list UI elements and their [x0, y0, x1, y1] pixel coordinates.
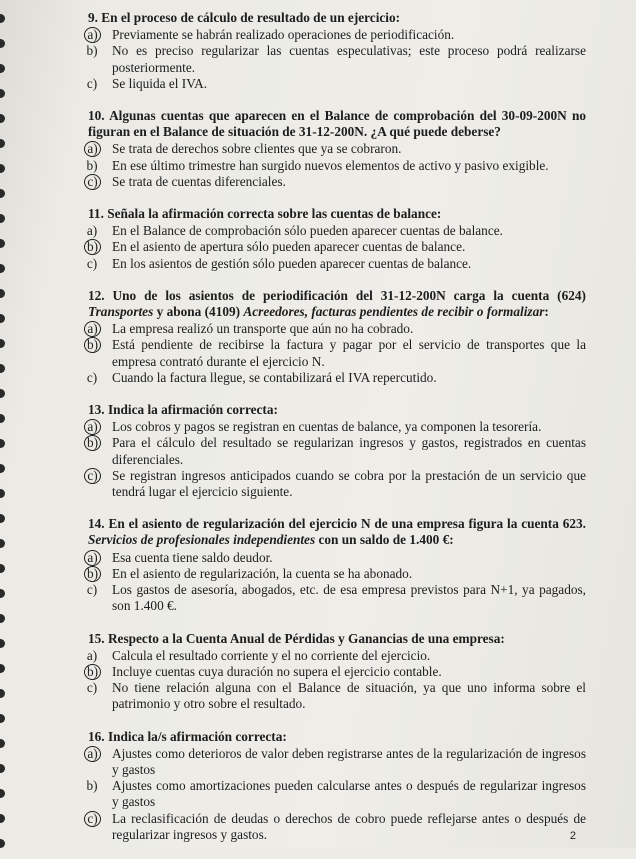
option-text: En ese último trimestre han surgido nuevos elementos de activo y pasivo exigible.	[112, 157, 549, 173]
option-text: Previamente se habrán realizado operaciones de periodificación.	[112, 27, 455, 43]
option-text: La empresa realizó un transporte que aún no ha cobrado.	[112, 321, 414, 337]
binder-hole	[0, 89, 5, 98]
question-16	[88, 729, 586, 843]
option-letter: a)	[84, 321, 101, 337]
question-title: 16. Indica la/s afirmación correcta:	[88, 728, 287, 744]
question-14	[88, 516, 586, 614]
option-text: Se liquida el IVA.	[112, 75, 208, 91]
binder-hole	[0, 814, 5, 823]
binder-hole	[0, 839, 5, 848]
option-text: En el Balance de comprobación sólo pueden aparecer cuentas de balance.	[112, 223, 503, 239]
question-title: 10. Algunas cuentas que aparecen en el Balance de comprobación del 30-09-200N no figuran en el Balance de situación de 31-12-200N. ¿A qué puede deberse?	[88, 108, 586, 140]
title-part: con un saldo de 1.400 €:	[315, 532, 454, 548]
option-c	[88, 370, 586, 386]
option-letter: c)	[86, 582, 98, 598]
option-letter: a)	[84, 141, 101, 157]
question-13	[88, 402, 586, 500]
option-letter: a)	[86, 647, 98, 663]
binder-hole	[0, 689, 5, 698]
binder-hole	[0, 64, 5, 73]
option-text: En los asientos de gestión sólo pueden aparecer cuentas de balance.	[112, 255, 472, 271]
option-b	[88, 239, 586, 255]
option-a	[88, 746, 586, 778]
title-part: 14. En el asiento de regularización del ejercicio N de una empresa figura la cuenta 623.	[88, 516, 586, 532]
option-text: Los gastos de asesoría, abogados, etc. de esa empresa previstos para N+1, ya pagados, son 1.400 €.	[112, 582, 586, 614]
option-letter: b)	[86, 157, 98, 173]
option-text: No tiene relación alguna con el Balance de situación, ya que uno informa sobre el patrimonio y otro sobre el resultado.	[112, 680, 586, 712]
option-c	[88, 811, 586, 843]
option-text: Está pendiente de recibirse la factura y pagar por el servicio de transportes que la empresa contrató durante el ejercicio N.	[112, 337, 586, 369]
option-letter: b)	[84, 337, 101, 353]
option-letter: b)	[84, 239, 101, 255]
binder-hole	[0, 739, 5, 748]
option-letter: a)	[84, 746, 101, 762]
binder-hole	[0, 464, 5, 473]
binder-hole	[0, 539, 5, 548]
binder-hole	[0, 439, 5, 448]
page-number: 2	[569, 830, 576, 842]
questions-container	[88, 10, 586, 859]
option-letter: a)	[84, 550, 101, 566]
question-9	[88, 10, 586, 92]
option-letter: c)	[84, 468, 101, 484]
option-text: No es preciso regularizar las cuentas especulativas; este proceso podrá realizarse posteriormente.	[112, 43, 586, 75]
option-letter: c)	[86, 680, 98, 696]
option-letter: a)	[86, 223, 98, 239]
option-letter: b)	[84, 435, 101, 451]
binder-hole	[0, 314, 5, 323]
question-title	[88, 516, 586, 548]
option-b	[88, 435, 586, 467]
binder-hole	[0, 164, 5, 173]
binder-hole	[0, 714, 5, 723]
option-a	[88, 27, 586, 43]
binder-hole	[0, 264, 5, 273]
option-text: En el asiento de apertura sólo pueden aparecer cuentas de balance.	[112, 239, 466, 255]
option-c	[88, 680, 586, 712]
option-b	[88, 566, 586, 582]
title-part: :	[544, 304, 549, 320]
question-title: 11. Señala la afirmación correcta sobre las cuentas de balance:	[88, 206, 442, 222]
option-letter: a)	[84, 27, 101, 43]
binder-holes	[0, 0, 14, 848]
binder-hole	[0, 664, 5, 673]
option-text: Se trata de cuentas diferenciales.	[112, 173, 286, 189]
question-title: 9. En el proceso de cálculo de resultado de un ejercicio:	[88, 10, 401, 25]
option-letter: c)	[84, 174, 101, 190]
option-letter: b)	[86, 43, 98, 59]
binder-hole	[0, 339, 5, 348]
option-text: En el asiento de regularización, la cuenta se ha abonado.	[112, 565, 413, 581]
binder-hole	[0, 189, 5, 198]
question-title: 13. Indica la afirmación correcta:	[88, 402, 278, 418]
question-title	[88, 288, 586, 320]
title-part: y abona (4109)	[153, 304, 244, 320]
option-a	[88, 321, 586, 337]
binder-hole	[0, 214, 5, 223]
question-12	[88, 288, 586, 386]
option-text: Ajustes como amortizaciones pueden calcularse antes o después de regularizar ingresos y gastos	[112, 778, 586, 810]
option-text: La reclasificación de deudas o derechos de cobro puede reflejarse antes o después de regularizar ingresos y gastos.	[112, 810, 586, 842]
binder-hole	[0, 589, 5, 598]
option-c	[88, 174, 586, 190]
binder-hole	[0, 639, 5, 648]
binder-hole	[0, 289, 5, 298]
option-text: Ajustes como deterioros de valor deben registrarse antes de la regularización de ingresos y gastos	[112, 745, 586, 777]
question-title: 15. Respecto a la Cuenta Anual de Pérdidas y Ganancias de una empresa:	[88, 630, 505, 646]
binder-hole	[0, 114, 5, 123]
option-letter: b)	[86, 778, 98, 794]
option-c	[88, 76, 586, 92]
binder-hole	[0, 764, 5, 773]
option-letter: c)	[84, 811, 101, 827]
binder-hole	[0, 414, 5, 423]
option-a	[88, 419, 586, 435]
option-letter: c)	[86, 75, 98, 91]
question-15	[88, 631, 586, 713]
option-a	[88, 141, 586, 157]
option-text: Cuando la factura llegue, se contabilizará el IVA repercutido.	[112, 369, 437, 385]
option-b	[88, 337, 586, 369]
option-c	[88, 582, 586, 614]
binder-hole	[0, 39, 5, 48]
account-name: Transportes	[88, 304, 154, 320]
option-c	[88, 256, 586, 272]
title-part: 12. Uno de los asientos de periodificación del 31-12-200N carga la cuenta (624)	[88, 287, 586, 303]
binder-hole	[0, 139, 5, 148]
account-name: Servicios de profesionales independientes	[88, 532, 316, 548]
option-a	[88, 223, 586, 239]
option-text: Esa cuenta tiene saldo deudor.	[112, 549, 273, 565]
option-text: Incluye cuentas cuya duración no supera el ejercicio contable.	[112, 663, 442, 679]
option-letter: a)	[84, 419, 101, 435]
binder-hole	[0, 239, 5, 248]
account-name: Acreedores, facturas pendientes de recibir o formalizar	[243, 304, 545, 320]
question-10	[88, 108, 586, 190]
option-letter: b)	[84, 664, 101, 680]
option-a	[88, 550, 586, 566]
binder-hole	[0, 564, 5, 573]
option-text: Los cobros y pagos se registran en cuentas de balance, ya componen la tesorería.	[112, 419, 542, 435]
option-letter: b)	[84, 566, 101, 582]
option-a	[88, 648, 586, 664]
question-11	[88, 206, 586, 272]
option-b	[88, 158, 586, 174]
option-b	[88, 778, 586, 810]
binder-hole	[0, 14, 5, 23]
binder-hole	[0, 614, 5, 623]
option-text: Para el cálculo del resultado se regularizan ingresos y gastos, registrados en cuentas diferenciales.	[112, 435, 586, 467]
option-text: Calcula el resultado corriente y el no corriente del ejercicio.	[112, 647, 431, 663]
option-letter: c)	[86, 255, 98, 271]
option-letter: c)	[86, 369, 98, 385]
option-text: Se trata de derechos sobre clientes que ya se cobraron.	[112, 141, 402, 157]
binder-hole	[0, 389, 5, 398]
binder-hole	[0, 514, 5, 523]
binder-hole	[0, 489, 5, 498]
option-c	[88, 468, 586, 500]
option-b	[88, 664, 586, 680]
binder-hole	[0, 789, 5, 798]
binder-hole	[0, 364, 5, 373]
option-text: Se registran ingresos anticipados cuando se cobra por la prestación de un servicio que tendrá lugar el ejercicio siguiente.	[112, 467, 586, 500]
option-b	[88, 43, 586, 75]
